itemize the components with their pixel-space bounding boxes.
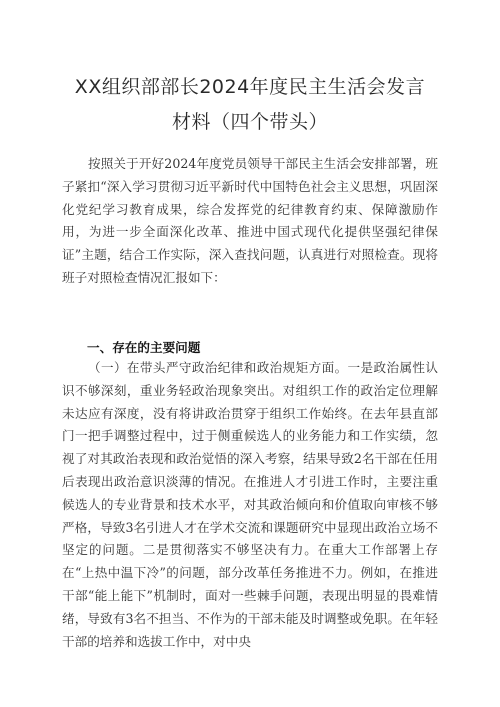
document-title-line-1: XX组织部部长2024年度民主生活会发言 xyxy=(74,76,426,98)
document-title-line-2: 材料（四个带头） xyxy=(171,111,328,133)
intro-paragraph: 按照关于开好2024年度党员领导干部民主生活会安排部署，班子紧扣“深入学习贯彻习近平新时代中国特色社会主义思想，巩固深化党纪学习教育成果，综合发挥党的纪律教育约束、保障激励作用，为进一步全面深化改革、推进中国式现代化提供坚强纪律保证”主题，结合工作实际，深入查找问题，认真进行对照检查。现将班子对照检查情况汇报如下： xyxy=(62,156,438,285)
section-heading: 一、存在的主要问题 xyxy=(87,340,201,355)
section-paragraph: （一）在带头严守政治纪律和政治规矩方面。一是政治属性认识不够深刻，重业务轻政治现象突出。对组织工作的政治定位理解未达应有深度，没有将讲政治贯穿于组织工作始终。在去年县直部门一把手调整过程中，过于侧重候选人的业务能力和工作实绩，忽视了对其政治表现和政治觉悟的深入考察，结果导致2名干部在任用后表现出政治意识淡薄的情况。在推进人才引进工作时，主要注重候选人的专业背景和技术水平，对其政治倾向和价值取向审核不够严格，导致3名引进人才在学术交流和课题研究中显现出政治立场不坚定的问题。二是贯彻落实不够坚决有力。在重大工作部署上存在“上热中温下冷”的问题，部分改革任务推进不力。例如，在推进干部“能上能下”机制时，面对一些棘手问题，表现出明显的畏难情绪，导致有3名不担当、不作为的干部未能及时调整或免职。在年轻干部的培养和选拔工作中，对中央 xyxy=(62,360,438,649)
